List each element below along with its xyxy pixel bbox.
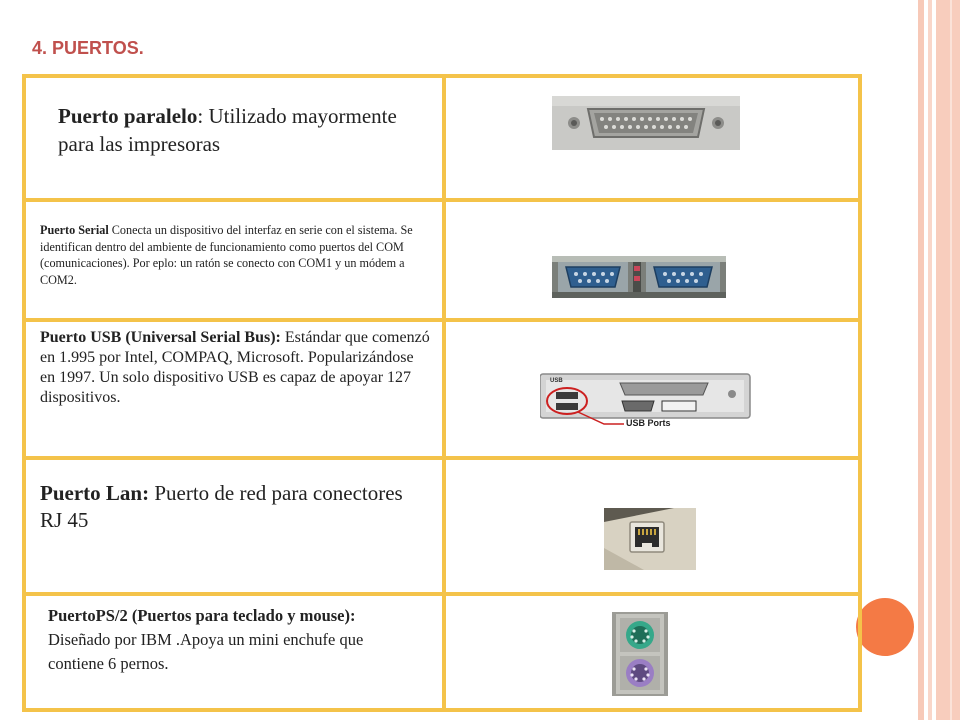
ps2-ports-image — [612, 612, 668, 696]
table-row — [24, 76, 860, 200]
port-image-cell — [444, 458, 860, 594]
port-image-cell — [444, 200, 860, 320]
port-description-cell — [24, 76, 444, 200]
port-description: Conecta un dispositivo del interfaz en serie con el sistema. Se identifican dentro del ambiente de funcionamiento como puertos del COM (comunicaciones). Por eplo: un ratón se conecto con COM1 y un módem a COM2. — [40, 223, 413, 287]
port-text — [40, 480, 430, 534]
port-image-cell — [444, 594, 860, 710]
port-text — [40, 222, 430, 288]
port-name: Puerto Lan: — [40, 481, 150, 505]
decorative-stripe — [936, 0, 960, 720]
port-description: : Utilizado mayormente para las impresoras — [58, 104, 397, 156]
port-text — [40, 328, 430, 408]
port-description-cell — [24, 320, 444, 458]
table-row — [24, 594, 860, 710]
port-description: Estándar que comenzó en 1.995 por Intel, COMPAQ, Microsoft. Popularizándose en 1997. Un solo dispositivo USB es capaz de apoyar 127 dispositivos. — [40, 329, 430, 406]
table-row — [24, 458, 860, 594]
port-image-cell — [444, 76, 860, 200]
usb-ports-caption: USB Ports — [626, 418, 671, 428]
ports-table — [22, 74, 862, 712]
usb-ports-image — [540, 372, 756, 436]
port-description-cell — [24, 458, 444, 594]
serial-port-image — [552, 256, 726, 298]
usb-label: USB — [550, 378, 563, 384]
decorative-stripe — [950, 0, 952, 720]
port-name: Puerto paralelo — [58, 104, 198, 128]
port-name: Puerto Serial — [40, 223, 109, 237]
slide-title: 4. PUERTOS. — [32, 38, 144, 58]
port-image-cell — [444, 320, 860, 458]
decorative-stripe — [918, 0, 924, 720]
port-description-cell — [24, 594, 444, 710]
port-description: Diseñado por IBM .Apoya un mini enchufe que contiene 6 pernos. — [48, 630, 364, 673]
table-row — [24, 200, 860, 320]
parallel-port-image — [552, 96, 740, 150]
port-name: PuertoPS/2 (Puertos para teclado y mouse): — [48, 606, 356, 625]
port-description-cell — [24, 200, 444, 320]
port-description: Puerto de red para conectores RJ 45 — [40, 481, 403, 532]
decorative-circle — [856, 598, 914, 656]
port-name: Puerto USB (Universal Serial Bus): — [40, 329, 281, 346]
table-row — [24, 320, 860, 458]
port-text — [58, 102, 418, 158]
port-text — [48, 604, 418, 676]
decorative-stripe — [928, 0, 932, 720]
lan-port-image — [604, 508, 696, 570]
